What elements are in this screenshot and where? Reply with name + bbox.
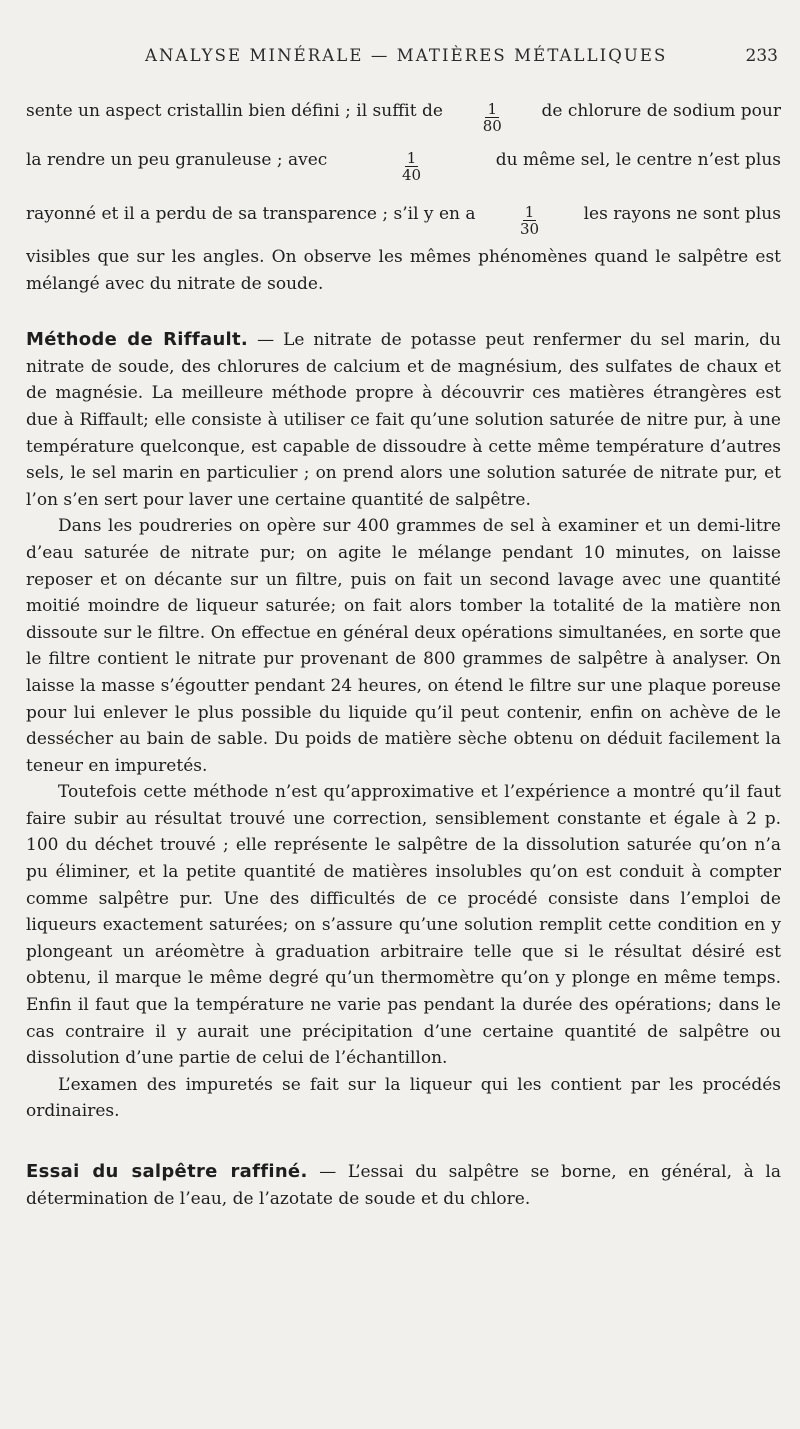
section-text-essai: — L’essai du salpêtre se borne, en général, à la détermination de l’eau, de l’azotate de soude et du chlore. — [26, 1162, 781, 1209]
line-text-before: la rendre un peu granuleuse ; avec — [26, 149, 328, 170]
section-heading-essai: Essai du salpêtre raffiné. — [26, 1161, 308, 1182]
fraction-1-30: $\frac{1}{30}$ — [520, 202, 540, 238]
paragraph-examen: L’examen des impuretés se fait sur la liqueur qui les contient par les procédés ordinaires. — [26, 1074, 781, 1122]
fraction-1-40: $\frac{1}{40}$ — [401, 148, 422, 184]
page-body — [26, 92, 781, 1212]
paragraph-essai-salpetre — [26, 1159, 781, 1212]
page-number: 233 — [745, 46, 778, 66]
paragraph-methode-riffault — [26, 327, 781, 513]
fraction-line-2 — [26, 136, 781, 190]
section-heading-riffault: Méthode de Riffault. — [26, 329, 249, 351]
fraction-line-3 — [26, 190, 781, 244]
section-text-riffault: — Le nitrate de potasse peut renfermer du sel marin, du nitrate de soude, des chlorures de calcium et de magnésium, des sulfates de chaux et de magnésie. La meilleure méthode propre à découvrir ces matières étrangères est due à Riffault; elle consiste à utiliser ce fait qu’une solution saturée de nitre pur, à une température quelconque, est capable de dissoudre à cette même température d’autres sels, le sel marin en particulier ; on prend alors une solution saturée de nitrate pur, et l’on s’en sert pour laver une certaine quantité de salpêtre. — [26, 330, 781, 510]
line-text-before: rayonné et il a perdu de sa transparence ; s’il y en a — [26, 203, 476, 224]
paragraph-toutefois: Toutefois cette méthode n’est qu’approximative et l’expérience a montré qu’il faut faire subir au résultat trouvé une correction, sensiblement constante et égale à 2 p. 100 du déchet trouvé ; elle représente le salpêtre de la dissolution saturée qu’on n’a pu éliminer, et la petite quantité de matières insolubles qu’on est conduit à compter comme salpêtre pur. Une des difficultés de ce procédé consiste dans l’emploi de liqueurs exactement saturées; on s’assure qu’une solution remplit cette condition en y plongeant un aréomètre à graduation arbitraire telle que si le résultat désiré est obtenu, il marque le même degré qu’un thermomètre qu’on y plonge en même temps. Enfin il faut que la température ne varie pas pendant la durée des opérations; dans le cas contraire il y aurait une précipitation d’une certaine quantité de salpêtre ou dissolution d’une partie de celui de l’échantillon. — [26, 782, 781, 1069]
paragraph-poudreries: Dans les poudreries on opère sur 400 grammes de sel à examiner et un demi-litre d’eau saturée de nitrate pur; on agite le mélange pendant 10 minutes, on laisse reposer et on décante sur un filtre, puis on fait un second lavage avec une quantité moitié moindre de liqueur saturée; on fait alors tomber la totalité de la matière non dissoute sur le filtre. On effectue en général deux opérations simultanées, en sorte que le filtre contient le nitrate pur provenant de 800 grammes de salpêtre à analyser. On laisse la masse s’égoutter pendant 24 heures, on étend le filtre sur une plaque poreuse pour lui enlever le plus possible du liquide qu’il peut contenir, enfin on achève de le dessécher au bain de sable. Du poids de matière sèche obtenu on déduit facilement la teneur en impuretés. — [26, 516, 781, 776]
fraction-line-1 — [26, 92, 781, 136]
line-text-before: sente un aspect cristallin bien défini ; il suffit de — [26, 100, 443, 121]
paragraph-continuation: visibles que sur les angles. On observe les mêmes phénomènes quand le salpêtre est mélangé avec du nitrate de soude. — [26, 247, 781, 294]
page-header — [0, 44, 800, 72]
line-text-after: de chlorure de sodium pour — [541, 100, 781, 121]
line-text-after: du même sel, le centre n’est plus — [495, 149, 781, 170]
line-text-after: les rayons ne sont plus — [583, 203, 781, 224]
running-title: ANALYSE MINÉRALE — MATIÈRES MÉTALLIQUES — [145, 46, 668, 65]
fraction-1-80: $\frac{1}{80}$ — [482, 99, 502, 135]
